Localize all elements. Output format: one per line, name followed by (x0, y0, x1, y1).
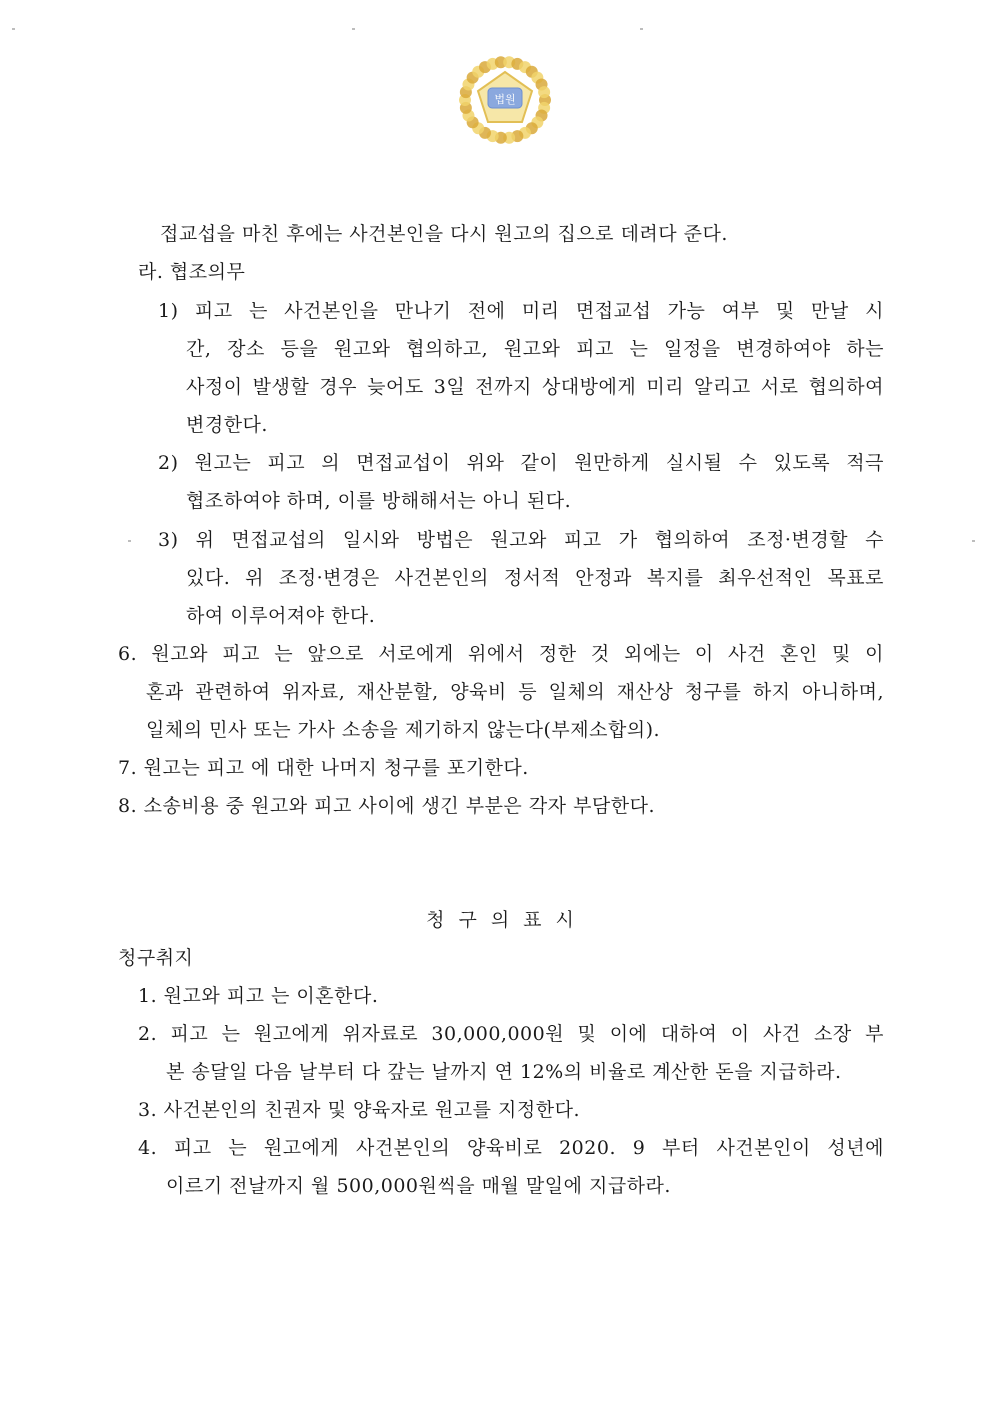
seal-emblem-text: 법원 (494, 93, 516, 106)
court-seal-icon (455, 50, 555, 146)
text-line: 하여 이루어져야 한다. (186, 605, 376, 627)
text-line: 7. 원고는 피고 에 대한 나머지 청구를 포기한다. (118, 757, 529, 779)
text-line: 접교섭을 마친 후에는 사건본인을 다시 원고의 집으로 데려다 준다. (160, 223, 728, 245)
text-line: 3) 위 면접교섭의 일시와 방법은 원고와 피고 가 협의하여 조정·변경할 수 (158, 529, 884, 551)
text-line: 1) 피고 는 사건본인을 만나기 전에 미리 면접교섭 가능 여부 및 만날 시 (158, 300, 884, 322)
claim-item: 1. 원고와 피고 는 이혼한다. (138, 985, 379, 1007)
claim-item-cont: 본 송달일 다음 날부터 다 갚는 날까지 연 12%의 비율로 계산한 돈을 지급하라. (166, 1061, 842, 1083)
text-line: 6. 원고와 피고 는 앞으로 서로에게 위에서 정한 것 외에는 이 사건 혼인 및 이 (118, 643, 884, 665)
scan-speck (12, 28, 15, 30)
claim-item: 4. 피고 는 원고에게 사건본인의 양육비로 2020. 9 부터 사건본인이 성년에 (138, 1137, 884, 1159)
scan-speck (352, 28, 355, 30)
text-line: 협조하여야 하며, 이를 방해해서는 아니 된다. (186, 490, 572, 512)
claim-item-cont: 이르기 전날까지 월 500,000원씩을 매월 말일에 지급하라. (166, 1175, 671, 1197)
text-line: 혼과 관련하여 위자료, 재산분할, 양육비 등 일체의 재산상 청구를 하지 아니하며, (146, 681, 884, 703)
section-heading-cooperation: 라. 협조의무 (138, 261, 246, 283)
claim-subheading: 청구취지 (118, 947, 194, 969)
scan-speck (640, 28, 643, 30)
text-line: 사정이 발생할 경우 늦어도 3일 전까지 상대방에게 미리 알리고 서로 협의하여 (186, 376, 884, 398)
text-line: 간, 장소 등을 원고와 협의하고, 원고와 피고 는 일정을 변경하여야 하는 (186, 338, 884, 360)
scan-speck (972, 540, 975, 542)
scan-speck (128, 540, 131, 542)
text-line: 일체의 민사 또는 가사 소송을 제기하지 않는다(부제소합의). (146, 719, 661, 741)
claim-item: 2. 피고 는 원고에게 위자료로 30,000,000원 및 이에 대하여 이 사건 소장 부 (138, 1023, 884, 1045)
text-line: 8. 소송비용 중 원고와 피고 사이에 생긴 부분은 각자 부담한다. (118, 795, 656, 817)
text-line: 변경한다. (186, 414, 268, 436)
claim-heading: 청구의표시 (426, 909, 588, 931)
seal-petal (538, 86, 550, 98)
text-line: 있다. 위 조정·변경은 사건본인의 정서적 안정과 복지를 최우선적인 목표로 (186, 567, 884, 589)
claim-item: 3. 사건본인의 친권자 및 양육자로 원고를 지정한다. (138, 1099, 580, 1121)
text-line: 2) 원고는 피고 의 면접교섭이 위와 같이 원만하게 실시될 수 있도록 적극 (158, 452, 884, 474)
